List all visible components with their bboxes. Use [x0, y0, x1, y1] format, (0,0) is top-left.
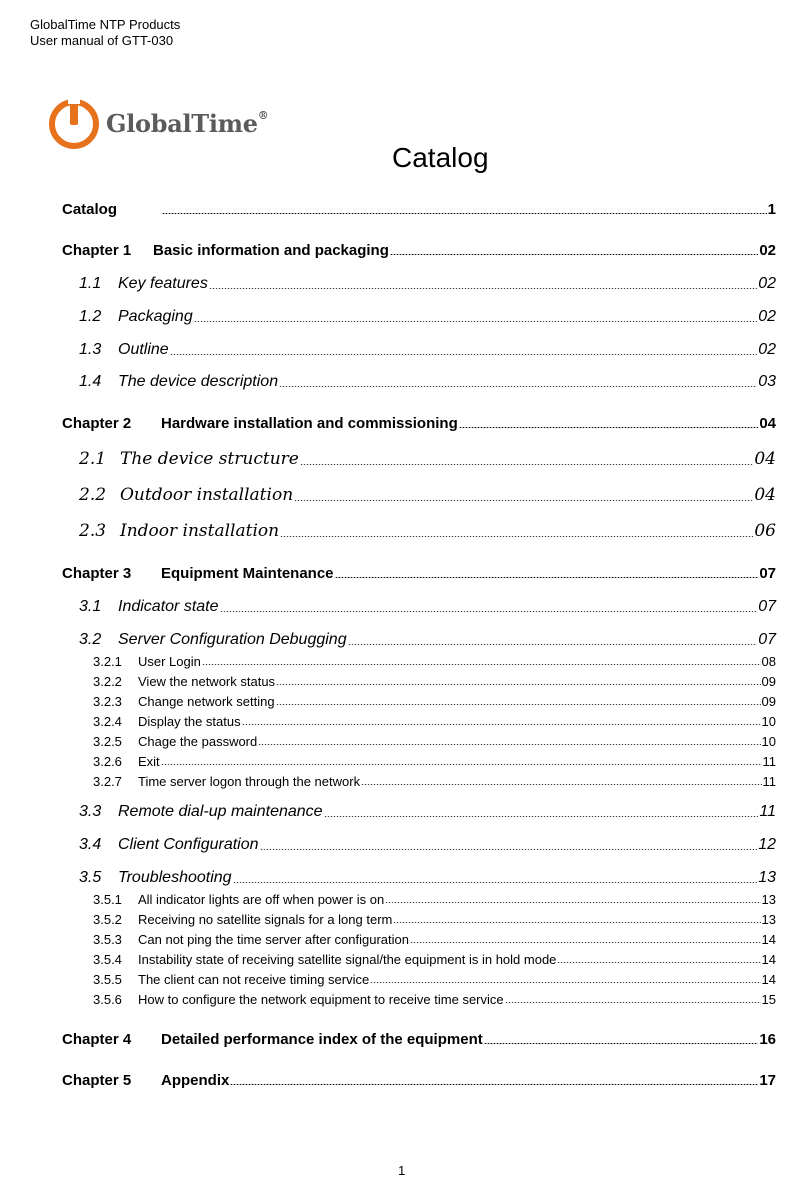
toc-label: Detailed performance index of the equipment: [161, 1031, 483, 1048]
toc-number: 3.5.5: [93, 972, 122, 987]
toc-label: User Login: [138, 654, 201, 669]
dot-leader: [242, 721, 761, 725]
toc-number: 3.2.1: [93, 654, 122, 669]
toc-page: 14: [761, 952, 776, 967]
toc-page: 08: [761, 654, 776, 669]
toc-number: Chapter 2: [62, 415, 132, 432]
dot-leader: [335, 574, 759, 578]
dot-leader: [370, 979, 760, 983]
toc-label: Receiving no satellite signals for a long term: [138, 912, 393, 927]
toc-subsection-3-2-7[interactable]: [93, 774, 776, 789]
toc-page: 13: [761, 892, 776, 907]
toc-number: 3.2.2: [93, 674, 122, 689]
dot-leader: [393, 919, 760, 923]
toc-section-1-2[interactable]: [79, 308, 776, 326]
toc-label: Change network setting: [138, 694, 275, 709]
toc-page: 16: [759, 1031, 776, 1048]
toc-number: 3.5.3: [93, 932, 122, 947]
toc-label: Can not ping the time server after configuration: [138, 932, 409, 947]
toc-page: 11: [762, 754, 776, 769]
toc-label: How to configure the network equipment to receive time service: [138, 992, 504, 1007]
toc-label: Time server logon through the network: [138, 774, 361, 789]
toc-section-3-4[interactable]: [79, 836, 776, 854]
toc-number: 1.4: [79, 373, 102, 390]
toc-page: 12: [758, 836, 776, 853]
toc-subsection-3-5-1[interactable]: [93, 892, 776, 907]
toc-chapter-1[interactable]: [62, 242, 776, 259]
toc-subsection-3-5-4[interactable]: [93, 952, 776, 967]
toc-label: Indicator state: [118, 598, 219, 615]
toc-label: The device description: [118, 373, 279, 390]
dot-leader: [276, 681, 760, 685]
toc-page: 10: [761, 714, 776, 729]
toc-page: 07: [758, 631, 776, 648]
toc-section-3-2[interactable]: [79, 631, 776, 649]
toc-label: Remote dial-up maintenance: [118, 803, 323, 820]
toc-entry-catalog[interactable]: [62, 201, 776, 218]
toc-section-3-1[interactable]: [79, 598, 776, 616]
toc-label: All indicator lights are off when power is on: [138, 892, 385, 907]
toc-number: 3.2.4: [93, 714, 122, 729]
toc-label: The client can not receive timing service: [138, 972, 370, 987]
toc-number: 3.5.6: [93, 992, 122, 1007]
toc-number: 3.2.5: [93, 734, 122, 749]
toc-page: 17: [759, 1072, 776, 1089]
dot-leader: [220, 608, 758, 612]
toc-number: 3.5.4: [93, 952, 122, 967]
toc-subsection-3-2-4[interactable]: [93, 714, 776, 729]
toc-page: 04: [754, 485, 776, 505]
toc-label: View the network status: [138, 674, 276, 689]
dot-leader: [410, 939, 761, 943]
toc-label: Chage the password: [138, 734, 258, 749]
toc-number: 3.5.1: [93, 892, 122, 907]
toc-section-3-3[interactable]: [79, 803, 776, 821]
toc-subsection-3-2-2[interactable]: [93, 674, 776, 689]
toc-section-1-1[interactable]: [79, 275, 776, 293]
dot-leader: [170, 351, 758, 355]
toc-page: 02: [758, 341, 776, 358]
toc-page: 07: [758, 598, 776, 615]
toc-number: 1.2: [79, 308, 102, 325]
toc-page: 09: [761, 674, 776, 689]
dot-leader: [276, 701, 761, 705]
toc-subsection-3-2-6[interactable]: [93, 754, 776, 769]
toc-page: 04: [759, 415, 776, 432]
page-number: 1: [398, 1163, 406, 1178]
toc-page: 11: [762, 774, 776, 789]
toc-page: 06: [754, 521, 776, 541]
toc-number: 2.1: [79, 449, 107, 469]
dot-leader: [279, 383, 757, 387]
toc-section-2-1[interactable]: [79, 449, 776, 469]
toc-label: Appendix: [161, 1072, 230, 1089]
toc-number: 3.5: [79, 869, 102, 886]
dot-leader: [361, 781, 761, 785]
dot-leader: [484, 1040, 759, 1044]
toc-label: Server Configuration Debugging: [118, 631, 347, 648]
dot-leader: [557, 959, 760, 963]
toc-label: Key features: [118, 275, 208, 292]
toc-subsection-3-5-2[interactable]: [93, 912, 776, 927]
toc-subsection-3-5-6[interactable]: [93, 992, 776, 1007]
toc-chapter-2[interactable]: [62, 415, 776, 432]
dot-leader: [459, 424, 759, 428]
header-manual: User manual of GTT-030: [30, 33, 174, 48]
dot-leader: [294, 497, 753, 501]
toc-number: Chapter 5: [62, 1072, 132, 1089]
toc-number: 3.1: [79, 598, 102, 615]
logo-text: GlobalTime: [106, 108, 258, 138]
toc-subsection-3-5-5[interactable]: [93, 972, 776, 987]
toc-page: 11: [759, 803, 776, 820]
toc-number: Chapter 1: [62, 242, 132, 259]
toc-subsection-3-2-5[interactable]: [93, 734, 776, 749]
dot-leader: [162, 210, 767, 214]
toc-page: 13: [761, 912, 776, 927]
toc-label: Troubleshooting: [118, 869, 232, 886]
toc-label: Outdoor installation: [120, 485, 294, 505]
toc-number: 2.3: [79, 521, 107, 541]
toc-subsection-3-5-3[interactable]: [93, 932, 776, 947]
dot-leader: [300, 461, 754, 465]
toc-page: 02: [758, 275, 776, 292]
dot-leader: [385, 899, 760, 903]
toc-section-3-5[interactable]: [79, 869, 776, 887]
dot-leader: [233, 879, 758, 883]
dot-leader: [280, 533, 753, 537]
toc-label: Display the status: [138, 714, 241, 729]
toc-section-1-3[interactable]: [79, 341, 776, 359]
toc-section-2-2[interactable]: [79, 485, 776, 505]
toc-page: 09: [761, 694, 776, 709]
toc-number: 3.3: [79, 803, 102, 820]
toc-number: Chapter 4: [62, 1031, 132, 1048]
dot-leader: [202, 661, 761, 665]
toc-label: Exit: [138, 754, 160, 769]
toc-entry-label: Catalog: [62, 201, 118, 218]
toc-number: 3.5.2: [93, 912, 122, 927]
toc-page: 07: [759, 565, 776, 582]
dot-leader: [258, 741, 760, 745]
toc-label: Client Configuration: [118, 836, 259, 853]
toc-label: Indoor installation: [120, 521, 280, 541]
toc-number: 3.2.7: [93, 774, 122, 789]
toc-label: Hardware installation and commissioning: [161, 415, 458, 432]
toc-page: 1: [767, 201, 776, 218]
dot-leader: [260, 846, 758, 850]
toc-page: 10: [761, 734, 776, 749]
toc-subsection-3-2-1[interactable]: [93, 654, 776, 669]
dot-leader: [348, 641, 758, 645]
toc-number: 1.1: [79, 275, 102, 292]
dot-leader: [505, 999, 761, 1003]
toc-page: 15: [761, 992, 776, 1007]
toc-label: Instability state of receiving satellite signal/the equipment is in hold mode: [138, 952, 557, 967]
toc-section-2-3[interactable]: [79, 521, 776, 541]
page-title: Catalog: [392, 142, 489, 173]
toc-number: 1.3: [79, 341, 102, 358]
toc-number: 3.2: [79, 631, 102, 648]
toc-label: Packaging: [118, 308, 193, 325]
toc-page: 03: [758, 373, 776, 390]
header-product: GlobalTime NTP Products: [30, 17, 181, 32]
toc-label: Equipment Maintenance: [161, 565, 334, 582]
dot-leader: [161, 761, 762, 765]
toc-page: 02: [759, 242, 776, 259]
toc-chapter-4[interactable]: [62, 1031, 776, 1048]
toc-page: 04: [754, 449, 776, 469]
dot-leader: [390, 251, 758, 255]
toc-label: Outline: [118, 341, 169, 358]
toc-page: 14: [761, 932, 776, 947]
toc-number: 3.4: [79, 836, 102, 853]
toc-number: Chapter 3: [62, 565, 132, 582]
dot-leader: [209, 285, 757, 289]
dot-leader: [194, 318, 757, 322]
toc-chapter-3[interactable]: [62, 565, 776, 582]
toc-label: Basic information and packaging: [153, 242, 389, 259]
toc-number: 2.2: [79, 485, 107, 505]
toc-subsection-3-2-3[interactable]: [93, 694, 776, 709]
toc-page: 14: [761, 972, 776, 987]
toc-label: The device structure: [120, 449, 299, 469]
toc-page: 02: [758, 308, 776, 325]
toc-number: 3.2.6: [93, 754, 122, 769]
toc-chapter-5[interactable]: [62, 1072, 776, 1089]
dot-leader: [324, 813, 759, 817]
dot-leader: [230, 1081, 758, 1085]
registered-mark: ®: [257, 108, 269, 122]
toc-page: 13: [758, 869, 776, 886]
toc-number: 3.2.3: [93, 694, 122, 709]
toc-section-1-4[interactable]: [79, 373, 776, 391]
